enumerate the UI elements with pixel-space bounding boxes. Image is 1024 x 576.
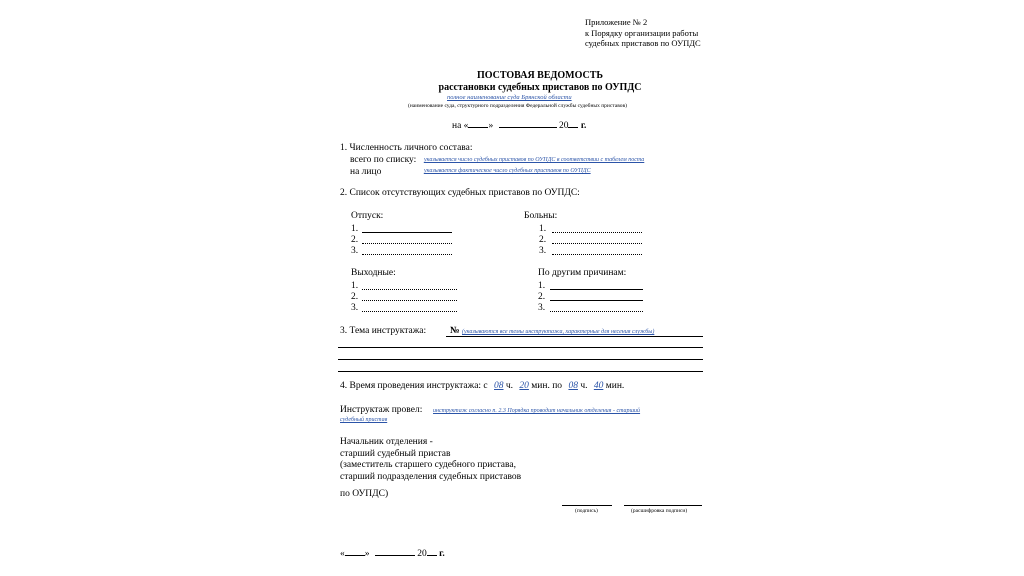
date-prefix: на «: [452, 121, 469, 131]
vacation-label: Отпуск:: [351, 211, 384, 221]
end-minute: 40: [593, 381, 604, 391]
document-title: ПОСТОВАЯ ВЕДОМОСТЬ: [476, 70, 604, 81]
footer-date: [340, 549, 445, 559]
header-line-3: судебных приставов по ОУПДС: [585, 38, 701, 48]
section1-heading: 1. Численность личного состава:: [340, 143, 473, 153]
start-hour: 08: [494, 381, 504, 391]
instructor-fill-2: судебный пристав: [340, 417, 388, 423]
footer-date-prefix: «: [340, 549, 345, 559]
section1-present-label: на лицо: [350, 167, 382, 177]
signer-line-3: (заместитель старшего судебного пристава,: [340, 460, 516, 470]
section1-list-label: всего по списку:: [350, 155, 417, 165]
date-quote-close: »: [488, 121, 494, 131]
instructor-label: Инструктаж провел:: [340, 405, 423, 415]
court-name-caption: (наименование суда, структурного подразделения Федеральной службы судебных приставов): [408, 103, 627, 109]
end-hour-unit: ч.: [580, 381, 588, 391]
section3-label: 3. Тема инструктажа:: [340, 326, 427, 336]
vacation-item-3: 3.: [351, 246, 359, 256]
dayoff-item-2: 2.: [351, 292, 359, 302]
decode-caption: (расшифровка подписи): [631, 508, 688, 514]
footer-date-quote-close: »: [364, 549, 370, 559]
footer-date-year: 20: [417, 549, 427, 559]
sign-caption: (подпись): [575, 508, 598, 514]
end-hour: 08: [568, 381, 578, 391]
other-item-2: 2.: [538, 292, 546, 302]
vacation-item-1: 1.: [351, 224, 359, 234]
sick-label: Больны:: [524, 211, 558, 221]
other-label: По другим причинам:: [538, 268, 627, 278]
sick-item-3: 3.: [539, 246, 547, 256]
date-line: [452, 121, 586, 131]
section2-heading: 2. Список отсутствующих судебных приставов по ОУПДС:: [340, 188, 580, 198]
section3-num: №: [450, 326, 460, 336]
header-line-2: к Порядку организации работы: [585, 27, 699, 38]
header-block: [585, 17, 701, 49]
court-name-fill: полное наименование суда Брянской области: [447, 94, 572, 101]
other-item-3: 3.: [538, 303, 546, 313]
start-minute: 20: [519, 381, 529, 391]
footer-date-suffix: г.: [439, 549, 445, 559]
start-hour-unit: ч.: [505, 381, 514, 391]
instructor-fill-1: инструктаж согласно п. 2.3 Порядка проводит начальник отделения - старший: [433, 408, 641, 414]
vacation-item-2: 2.: [351, 235, 359, 245]
start-minute-unit: мин. по: [531, 381, 563, 391]
section4-label: 4. Время проведения инструктажа: с: [340, 381, 488, 391]
signer-line-4: старший подразделения судебных приставов: [340, 471, 522, 482]
section3-fill: (указываются все темы инструктажа, характерные для несения службы): [462, 329, 655, 335]
end-minute-unit: мин.: [605, 381, 625, 391]
other-item-1: 1.: [538, 281, 546, 291]
sick-item-1: 1.: [539, 224, 547, 234]
section1-present-fill: указывается фактическое число судебных приставов по ОУПДС: [424, 168, 591, 174]
document-subtitle: расстановки судебных приставов по ОУПДС: [438, 82, 642, 93]
signer-line-2: старший судебный пристав: [340, 448, 451, 459]
signer-block: [340, 437, 521, 501]
header-line-1: Приложение № 2: [585, 17, 648, 27]
signer-line-5: по ОУПДС): [340, 489, 389, 499]
dayoff-item-3: 3.: [351, 303, 359, 313]
sick-item-2: 2.: [539, 235, 547, 245]
dayoff-label: Выходные:: [351, 268, 396, 278]
section4-row: [340, 381, 624, 391]
signer-line-1: Начальник отделения -: [340, 437, 433, 447]
section1-list-fill: указывается число судебных приставов по ОУПДС в соответствии с табелем поста: [424, 157, 645, 163]
date-year: 20: [558, 121, 569, 131]
dayoff-item-1: 1.: [351, 281, 359, 291]
date-suffix: г.: [580, 121, 587, 131]
